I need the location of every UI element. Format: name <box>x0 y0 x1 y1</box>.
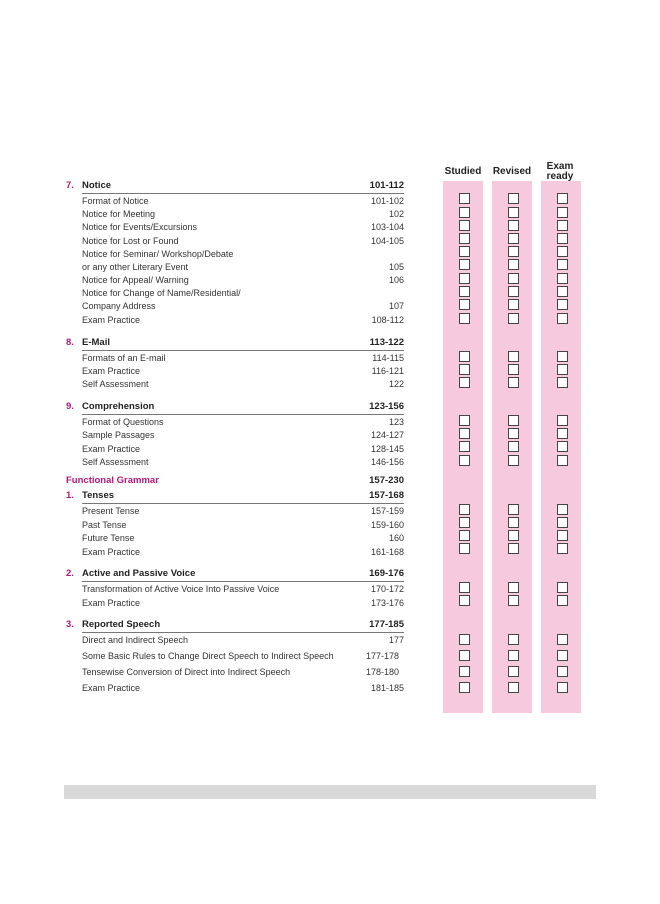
topic-label: or any other Literary Event <box>82 262 189 272</box>
topic-row <box>82 531 404 545</box>
topic-label: Notice for Change of Name/Residential/ <box>82 288 241 298</box>
revised-checkbox[interactable] <box>508 634 519 645</box>
revised-checkbox[interactable] <box>508 650 519 661</box>
topic-label: Exam Practice <box>82 366 141 376</box>
section-heading <box>66 179 404 194</box>
studied-checkbox[interactable] <box>459 666 470 677</box>
section-title: Active and Passive Voice <box>82 568 196 579</box>
revised-checkbox[interactable] <box>508 259 519 270</box>
studied-checkbox[interactable] <box>459 364 470 375</box>
revised-header: Revised <box>492 166 532 177</box>
revised-checkbox[interactable] <box>508 377 519 388</box>
section-heading <box>66 618 404 633</box>
studied-checkbox[interactable] <box>459 650 470 661</box>
revised-checkbox[interactable] <box>508 517 519 528</box>
topic-label: Notice for Appeal/ Warning <box>82 275 189 285</box>
studied-checkbox[interactable] <box>459 273 470 284</box>
exam-ready-checkbox[interactable] <box>557 504 568 515</box>
revised-checkbox[interactable] <box>508 207 519 218</box>
section-number: 2. <box>66 568 74 579</box>
topic-pages: 128-145 <box>370 444 404 454</box>
section-number: 1. <box>66 490 74 501</box>
exam-ready-checkbox[interactable] <box>557 220 568 231</box>
part-title: Functional Grammar <box>66 475 159 486</box>
topic-row <box>82 442 404 456</box>
exam-ready-checkbox[interactable] <box>557 455 568 466</box>
topic-pages: 104-105 <box>370 236 404 246</box>
topic-label: Notice for Events/Excursions <box>82 222 198 232</box>
studied-checkbox[interactable] <box>459 313 470 324</box>
revised-checkbox[interactable] <box>508 415 519 426</box>
studied-checkbox[interactable] <box>459 351 470 362</box>
revised-checkbox[interactable] <box>508 595 519 606</box>
topic-label: Past Tense <box>82 520 127 530</box>
topic-row <box>82 247 404 261</box>
section-heading <box>66 336 404 351</box>
section-title: Reported Speech <box>82 619 161 630</box>
topic-label: Present Tense <box>82 506 140 516</box>
section-pages: 169-176 <box>369 568 404 579</box>
topic-pages: 181-185 <box>370 683 404 693</box>
revised-checkbox[interactable] <box>508 220 519 231</box>
topic-pages: 178-180 <box>365 667 399 677</box>
exam-ready-header-line1: Exam <box>546 161 574 172</box>
topic-pages: 124-127 <box>370 430 404 440</box>
section-title: Tenses <box>82 490 115 501</box>
exam-ready-checkbox[interactable] <box>557 207 568 218</box>
topic-label: Exam Practice <box>82 444 141 454</box>
topic-pages: 102 <box>388 209 404 219</box>
topic-row <box>82 220 404 234</box>
section-title: Notice <box>82 180 112 191</box>
exam-ready-checkbox[interactable] <box>557 543 568 554</box>
studied-checkbox[interactable] <box>459 259 470 270</box>
exam-ready-checkbox[interactable] <box>557 441 568 452</box>
topic-pages: 157-159 <box>370 506 404 516</box>
topic-row <box>82 260 404 274</box>
section-title: E-Mail <box>82 337 110 348</box>
studied-checkbox[interactable] <box>459 455 470 466</box>
exam-ready-header-line2: ready <box>546 171 574 182</box>
revised-checkbox[interactable] <box>508 543 519 554</box>
studied-checkbox[interactable] <box>459 504 470 515</box>
topic-row <box>82 273 404 287</box>
section-number: 7. <box>66 180 74 191</box>
topic-pages: 123 <box>388 417 404 427</box>
topic-row <box>82 455 404 469</box>
studied-checkbox[interactable] <box>459 207 470 218</box>
exam-ready-checkbox[interactable] <box>557 364 568 375</box>
topic-row <box>82 545 404 559</box>
topic-label: Notice for Seminar/ Workshop/Debate <box>82 249 234 259</box>
topic-row <box>82 633 404 647</box>
topic-label: Tensewise Conversion of Direct into Indirect Speech <box>82 667 291 677</box>
topic-row <box>82 681 404 695</box>
topic-label: Exam Practice <box>82 315 141 325</box>
topic-pages: 114-115 <box>372 353 404 363</box>
topic-label: Format of Notice <box>82 196 149 206</box>
topic-label: Format of Questions <box>82 417 164 427</box>
exam-ready-checkbox[interactable] <box>557 650 568 661</box>
section-number: 9. <box>66 401 74 412</box>
exam-ready-checkbox[interactable] <box>557 193 568 204</box>
exam-ready-checkbox[interactable] <box>557 682 568 693</box>
revised-checkbox[interactable] <box>508 455 519 466</box>
topic-label: Self Assessment <box>82 379 149 389</box>
exam-ready-checkbox[interactable] <box>557 313 568 324</box>
studied-checkbox[interactable] <box>459 220 470 231</box>
studied-checkbox[interactable] <box>459 377 470 388</box>
exam-ready-checkbox[interactable] <box>557 273 568 284</box>
studied-checkbox[interactable] <box>459 428 470 439</box>
topic-pages: 122 <box>388 379 404 389</box>
topic-pages: 101-102 <box>370 196 404 206</box>
topic-pages: 116-121 <box>371 366 404 376</box>
exam-ready-checkbox[interactable] <box>557 428 568 439</box>
topic-pages: 170-172 <box>370 584 404 594</box>
part-pages: 157-230 <box>369 475 404 486</box>
revised-checkbox[interactable] <box>508 273 519 284</box>
studied-checkbox[interactable] <box>459 233 470 244</box>
topic-label: Formats of an E-mail <box>82 353 166 363</box>
exam-ready-checkbox[interactable] <box>557 351 568 362</box>
exam-ready-checkbox[interactable] <box>557 259 568 270</box>
revised-checkbox[interactable] <box>508 666 519 677</box>
exam-ready-checkbox[interactable] <box>557 595 568 606</box>
topic-row <box>82 194 404 208</box>
topic-label: Future Tense <box>82 533 135 543</box>
part-heading <box>66 474 404 488</box>
revised-checkbox[interactable] <box>508 582 519 593</box>
studied-checkbox[interactable] <box>459 517 470 528</box>
exam-ready-checkbox[interactable] <box>557 634 568 645</box>
exam-ready-checkbox[interactable] <box>557 582 568 593</box>
section-pages: 123-156 <box>369 401 404 412</box>
studied-checkbox[interactable] <box>459 193 470 204</box>
topic-pages: 146-156 <box>370 457 404 467</box>
exam-ready-header <box>530 162 590 182</box>
studied-checkbox[interactable] <box>459 634 470 645</box>
topic-pages: 103-104 <box>370 222 404 232</box>
revised-checkbox[interactable] <box>508 530 519 541</box>
studied-checkbox[interactable] <box>459 582 470 593</box>
topic-pages: 161-168 <box>370 547 404 557</box>
topic-label: Transformation of Active Voice Into Passive Voice <box>82 584 280 594</box>
topic-label: Exam Practice <box>82 683 141 693</box>
revised-checkbox[interactable] <box>508 313 519 324</box>
studied-checkbox[interactable] <box>459 530 470 541</box>
topic-label: Notice for Lost or Found <box>82 236 179 246</box>
topic-label: Direct and Indirect Speech <box>82 635 189 645</box>
revised-checkbox[interactable] <box>508 364 519 375</box>
revised-checkbox[interactable] <box>508 246 519 257</box>
studied-checkbox[interactable] <box>459 415 470 426</box>
topic-row <box>82 377 404 391</box>
studied-checkbox[interactable] <box>459 595 470 606</box>
topic-pages: 173-176 <box>370 598 404 608</box>
topic-pages: 107 <box>388 301 404 311</box>
studied-header: Studied <box>444 166 482 177</box>
section-heading <box>66 400 404 415</box>
studied-checkbox[interactable] <box>459 682 470 693</box>
revised-checkbox[interactable] <box>508 351 519 362</box>
topic-label: Company Address <box>82 301 156 311</box>
topic-row <box>82 415 404 429</box>
section-pages: 113-122 <box>369 337 404 348</box>
topic-label: Notice for Meeting <box>82 209 156 219</box>
topic-row <box>82 234 404 248</box>
section-pages: 101-112 <box>369 180 404 191</box>
topic-label: Exam Practice <box>82 598 141 608</box>
topic-row <box>82 364 404 378</box>
topic-pages: 177 <box>388 635 404 645</box>
section-number: 3. <box>66 619 74 630</box>
topic-row <box>82 207 404 221</box>
topic-label: Exam Practice <box>82 547 141 557</box>
topic-pages: 159-160 <box>370 520 404 530</box>
topic-row <box>82 286 404 300</box>
revised-checkbox[interactable] <box>508 428 519 439</box>
topic-row <box>82 649 404 663</box>
exam-ready-checkbox[interactable] <box>557 530 568 541</box>
topic-label: Self Assessment <box>82 457 149 467</box>
topic-pages: 160 <box>388 533 404 543</box>
revised-checkbox[interactable] <box>508 193 519 204</box>
section-pages: 177-185 <box>369 619 404 630</box>
studied-checkbox[interactable] <box>459 246 470 257</box>
section-number: 8. <box>66 337 74 348</box>
exam-ready-checkbox[interactable] <box>557 299 568 310</box>
revised-checkbox[interactable] <box>508 682 519 693</box>
exam-ready-checkbox[interactable] <box>557 286 568 297</box>
revised-checkbox[interactable] <box>508 504 519 515</box>
exam-ready-checkbox[interactable] <box>557 377 568 388</box>
revised-checkbox[interactable] <box>508 286 519 297</box>
topic-pages: 106 <box>388 275 404 285</box>
topic-row <box>82 428 404 442</box>
exam-ready-checkbox[interactable] <box>557 666 568 677</box>
topic-pages: 108-112 <box>371 315 404 325</box>
topic-row <box>82 518 404 532</box>
studied-checkbox[interactable] <box>459 543 470 554</box>
section-heading <box>66 489 404 504</box>
topic-row <box>82 299 404 313</box>
studied-checkbox[interactable] <box>459 299 470 310</box>
footer-bar <box>64 785 596 799</box>
topic-row <box>82 504 404 518</box>
revised-checkbox[interactable] <box>508 233 519 244</box>
revised-checkbox[interactable] <box>508 299 519 310</box>
topic-row <box>82 596 404 610</box>
topic-row <box>82 313 404 327</box>
topic-label: Sample Passages <box>82 430 155 440</box>
exam-ready-checkbox[interactable] <box>557 233 568 244</box>
topic-row <box>82 665 404 679</box>
topic-row <box>82 351 404 365</box>
revised-checkbox[interactable] <box>508 441 519 452</box>
topic-label: Some Basic Rules to Change Direct Speech to Indirect Speech <box>82 651 334 661</box>
section-title: Comprehension <box>82 401 155 412</box>
studied-checkbox[interactable] <box>459 441 470 452</box>
exam-ready-checkbox[interactable] <box>557 246 568 257</box>
topic-pages: 105 <box>388 262 404 272</box>
exam-ready-checkbox[interactable] <box>557 415 568 426</box>
section-heading <box>66 567 404 582</box>
topic-row <box>82 582 404 596</box>
exam-ready-checkbox[interactable] <box>557 517 568 528</box>
section-pages: 157-168 <box>369 490 404 501</box>
studied-checkbox[interactable] <box>459 286 470 297</box>
topic-pages: 177-178 <box>365 651 399 661</box>
